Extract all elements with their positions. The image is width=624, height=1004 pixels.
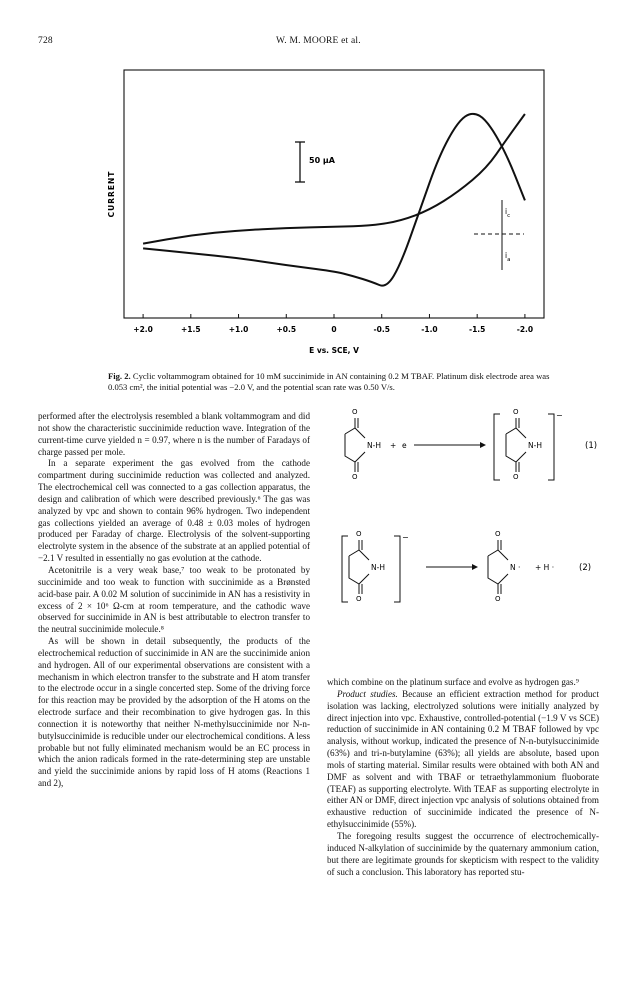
left-paragraph-3: Acetonitrile is a very weak base,⁷ too weak to be protonated by succinimide and too weak to function with succinimide as a Brønsted acid-base pair. A 0.02 M solution of succinimide in AN has a resistivity in excess of 2 × 10⁶ Ω-cm at room temperature, and the cathodic wave observed for succinimide in AN is best attributable to electron transfer to the neutral succinimide molecule.⁸ <box>38 564 310 635</box>
svg-text:+ H ·: + H · <box>535 563 555 572</box>
right-column <box>327 677 599 878</box>
page-number: 728 <box>38 36 53 46</box>
x-tick-label: -0.5 <box>373 325 390 334</box>
reaction-schemes <box>330 406 610 606</box>
svg-text:O: O <box>356 595 362 603</box>
svg-text:O: O <box>513 408 519 416</box>
x-tick-label: 0 <box>331 325 337 334</box>
svg-text:−: − <box>402 533 409 542</box>
svg-text:O: O <box>356 530 362 538</box>
left-paragraph-2: In a separate experiment the gas evolved from the cathode compartment during succinimide reduction was collected and analyzed. The electrochemical cell was connected to a gas collection apparatus, the design and calibration of which were described previously.⁶ The gas was analyzed by vpc and shown to contain 96% hydrogen. Two independent gas collections yielded an average of 0.48 ± 0.03 moles of hydrogen produced per Faraday of charge. Electrolysis of the solvent-supporting electrolyte system in the absence of the substrate at an applied potential of −2.1 V resulted in essentially no gas evolution at the cathode. <box>38 458 310 564</box>
x-tick-label: +1.5 <box>181 325 201 334</box>
svg-text:O: O <box>352 408 358 416</box>
svg-text:−: − <box>556 411 563 420</box>
left-paragraph-4: As will be shown in detail subsequently, the products of the electrochemical reduction of succinimide in AN are the succinimide anion and hydrogen. All of our experimental observations are consistent with a mechanism in which electron transfer to the substrate and H atom transfer to the electrode occur in a single concerted step. Some of the driving force for this reaction may be provided by the adsorption of the H atoms on the electrode surface and their recombination to give hydrogen gas. In this connection it is noteworthy that neither N-methylsuccinimide nor N-n-butylsuccinimide is reducible under our electrochemical conditions. A less probable but not fully eliminated mechanism would be an EC process in which the anion radicals formed in the rate-determining step are unstable and yield the succinimide anions by rapid loss of H atoms (Reactions 1 and 2), <box>38 636 310 789</box>
equation-2-number: (2) <box>579 563 592 573</box>
right-paragraph-3: The foregoing results suggest the occurrence of electrochemically-induced N-alkylation of succinimide by the quaternary ammonium cation, but there are legitimate grounds for skepticism with respect to the validity of such a conclusion. This laboratory has reported stu- <box>327 830 599 877</box>
cv-curves <box>143 114 525 286</box>
cv-trace-sweep-2 <box>143 114 525 244</box>
equation-2 <box>342 530 591 603</box>
section-heading-product-studies: Product studies. <box>337 688 398 699</box>
ic-label: $i_c$ <box>505 207 511 219</box>
x-tick-label: +2.0 <box>133 325 153 334</box>
equation-1 <box>345 408 597 481</box>
svg-text:N-H: N-H <box>367 441 381 450</box>
succinimide-anion-ring <box>488 530 508 603</box>
svg-text:O: O <box>495 530 501 538</box>
succinimide-anion-radical <box>506 408 526 481</box>
caption-text: Cyclic voltammogram obtained for 10 mM succinimide in AN containing 0.2 M TBAF. Platinum disk electrode area was 0.053 cm², the initial potential was −2.0 V, and the potential scan rate was 0.50 V/s. <box>108 371 550 392</box>
current-scale-bar <box>295 142 336 182</box>
x-tick-label: -1.5 <box>468 325 486 334</box>
x-axis-label: E vs. SCE, V <box>309 346 359 355</box>
left-column <box>38 411 310 790</box>
svg-text:+: + <box>390 441 397 450</box>
svg-text:O: O <box>513 473 519 481</box>
x-axis-ticks <box>133 314 533 334</box>
svg-text:e: e <box>402 441 407 450</box>
svg-text:O: O <box>352 473 358 481</box>
ic-ia-marker <box>474 200 524 270</box>
x-tick-label: -1.0 <box>421 325 438 334</box>
x-tick-label: +1.0 <box>228 325 249 334</box>
right-paragraph-1: which combine on the platinum surface and evolve as hydrogen gas.⁹ <box>327 677 579 687</box>
anion-radical-ring <box>349 530 369 603</box>
svg-text:O: O <box>495 595 501 603</box>
ia-label: $i_a$ <box>505 251 511 263</box>
figure-caption <box>108 371 550 393</box>
x-tick-label: +0.5 <box>276 325 297 334</box>
plot-frame <box>124 70 544 318</box>
caption-lead: Fig. 2. <box>108 371 131 381</box>
svg-text:N-H: N-H <box>528 441 542 450</box>
svg-text:N-H: N-H <box>371 563 385 572</box>
right-paragraph-2: Product studies. Because an efficient extraction method for product isolation was lacking, electrolyzed solutions were initially analyzed by direct injection into vpc. Exhaustive, controlled-potential (−1.9 V vs SCE) reduction of succinimide in AN containing 0.2 M TBAF followed by vpc analysis, without workup, indicated the presence of N-n-butylsuccinimide (63%) and tri-n-butylamine (63%); all yields are absolute, based upon mols of starting material. Similar results were obtained with both AN and DMF as solvent and with TBAF or tetraethylammonium fluoborate (TEAF) as supporting electrolyte. With TEAF as supporting electrolyte in either AN or DMF, direct injection vpc analysis of solutions obtained from exhaustive reduction of succinimide indicated the presence of N-ethylsuccinimide (55%). <box>327 688 599 830</box>
x-tick-label: -2.0 <box>516 325 534 334</box>
equation-1-number: (1) <box>585 441 598 451</box>
y-axis-label: CURRENT <box>107 170 116 218</box>
svg-text:N ·: N · <box>510 563 521 572</box>
scale-bar-label: 50 μA <box>309 156 335 165</box>
cyclic-voltammogram-figure <box>104 60 554 360</box>
running-head-authors: W. M. MOORE et al. <box>276 36 361 46</box>
left-paragraph-1: performed after the electrolysis resembled a blank voltammogram and did not show the characteristic succinimide reduction wave. Integration of the current-time curve yielded n = 0.97, where n is the number of Faradays of charge passed per mole. <box>38 411 310 457</box>
succinimide-ring-1 <box>345 408 365 481</box>
cv-trace-sweep-1 <box>143 114 525 286</box>
